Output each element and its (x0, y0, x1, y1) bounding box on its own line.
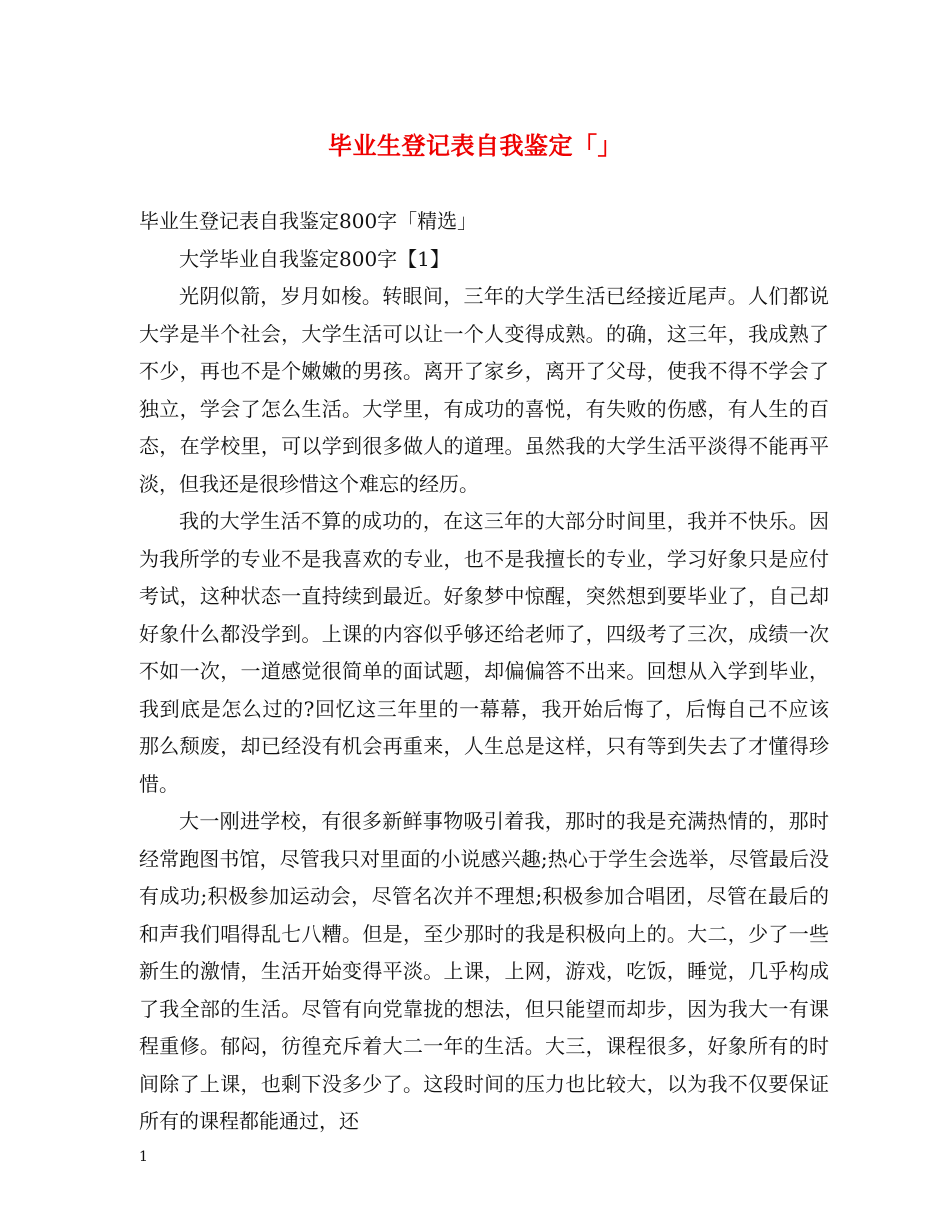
document-body (139, 203, 829, 1141)
paragraph: 我的大学生活不算的成功的，在这三年的大部分时间里，我并不快乐。因为我所学的专业不是我喜欢的专业，也不是我擅长的专业，学习好象只是应付考试，这种状态一直持续到最近。好象梦中惊醒，突然想到要毕业了，自己却好象什么都没学到。上课的内容似乎够还给老师了，四级考了三次，成绩一次不如一次，一道感觉很简单的面试题，却偏偏答不出来。回想从入学到毕业，我到底是怎么过的?回忆这三年里的一幕幕，我开始后悔了，后悔自己不应该那么颓废，却已经没有机会再重来，人生总是这样，只有等到失去了才懂得珍惜。 (139, 509, 829, 796)
page-number: 1 (139, 1149, 148, 1165)
paragraph: 光阴似箭，岁月如梭。转眼间，三年的大学生活已经接近尾声。人们都说大学是半个社会，大学生活可以让一个人变得成熟。的确，这三年，我成熟了不少，再也不是个嫩嫩的男孩。离开了家乡，离开了父母，使我不得不学会了独立，学会了怎么生活。大学里，有成功的喜悦，有失败的伤感，有人生的百态，在学校里，可以学到很多做人的道理。虽然我的大学生活平淡得不能再平淡，但我还是很珍惜这个难忘的经历。 (139, 284, 829, 496)
paragraph: 大一刚进学校，有很多新鲜事物吸引着我，那时的我是充满热情的，那时经常跑图书馆，尽管我只对里面的小说感兴趣;热心于学生会选举，尽管最后没有成功;积极参加运动会，尽管名次并不理想;积极参加合唱团，尽管在最后的和声我们唱得乱七八糟。但是，至少那时的我是积极向上的。大二，少了一些新生的激情，生活开始变得平淡。上课，上网，游戏，吃饭，睡觉，几乎构成了我全部的生活。尽管有向党靠拢的想法，但只能望而却步，因为我大一有课程重修。郁闷，彷徨充斥着大二一年的生活。大三，课程很多，好象所有的时间除了上课，也剩下没多少了。这段时间的压力也比较大，以为我不仅要保证所有的课程都能通过，还 (139, 809, 829, 1133)
document-subtitle: 毕业生登记表自我鉴定800字「精选」 (139, 209, 478, 233)
section-heading: 大学毕业自我鉴定800字【1】 (179, 246, 450, 271)
document-title: 毕业生登记表自我鉴定「」 (328, 131, 622, 160)
